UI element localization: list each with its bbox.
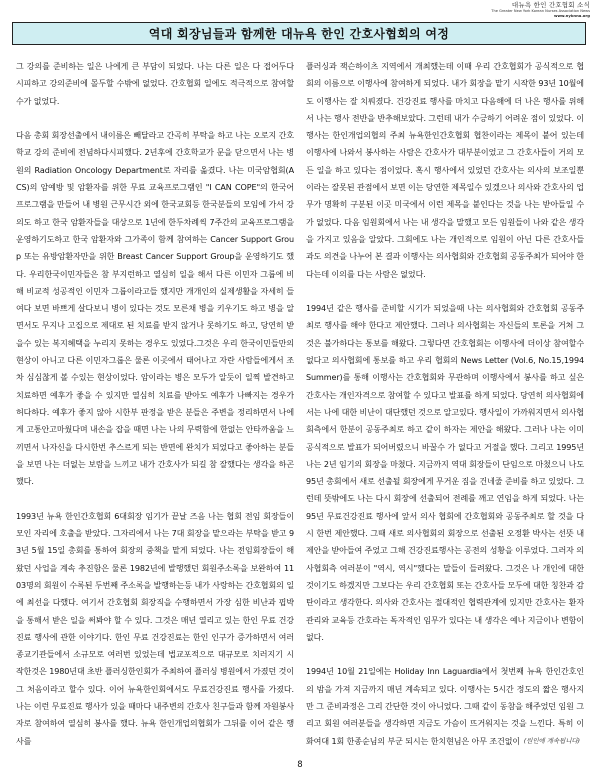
paragraph bbox=[306, 663, 584, 749]
left-column bbox=[16, 58, 294, 770]
paragraph: 다음 총회 회장선출에서 내이름은 빼달라고 간곡히 부탁을 하고 나는 오로지 간호학교 강의 준비에 전념하다시피했다. 2년후에 간호학교가 문을 닫으면서 나는 병원의 Radiation Oncology Department로 자리를 옮겼다. 나는 미국암협회(ACS)의 암예방 및 암환자를 위한 무료 교육프로그램인 "I CAN COPE"의 한국어 프로그램을 만들어 내 병원 근무시간 외에 한국교회등 한국분들의 모임에 가서 강의도 하고 한국 암환자들을 대상으로 1년에 한두차례씩 7주간의 교육프로그램을 운영하기도하고 한국 암환자와 그가족이 함께 참여하는 Cancer Support Group 또는 유방암환자만을 위한 Breast Cancer Support Group을 운영하기도 했다. 우리한국이민자들은 참 부지런하고 열심히 일을 해서 다른 이민자 그룹에 비해 비교적 성공적인 이민자 그룹이라고들 했지만 개개인의 실제생활을 자세히 들여다 보면 바쁘게 살다보니 병이 있다는 것도 모른채 병을 키우기도 하고 병을 알면서도 무지나 고집으로 제대로 된 치료를 받지 않거나 못하기도 하고, 당연히 받을수 있는 복지혜택을 누리지 못하는 경우도 있었다.그것은 우리 한국이민들만의 현상이 아니고 다른 이민자그룹은 물론 이곳에서 태어나고 자란 사람들에게서 조차 심심찮게 볼 수있는 현상이었다. 암이라는 병은 모두가 알듯이 일찍 발견하고 치료하면 예후가 좋을 수 있지만 열심히 치료를 받아도 예후가 나빠지는 경우가 허다하다. 예후가 좋지 않아 시한부 판정을 받은 분들은 주변을 정리하면서 나에게 고통안고마웠다며 내손을 잡을 때면 나는 나의 무력함에 한없는 안타까움을 느끼면서 나자신을 다시한번 추스르게 되는 반면에 완치가 되었다고 좋아하는 분들을 보면 나는 더없는 보람을 느끼고 내가 간호사가 되길 참 잘했다는 생각을 하곤했다. bbox=[16, 131, 294, 487]
paragraph: 1993년 뉴욕 한인간호협회 6대회장 임기가 끝날 즈음 나는 협회 전임 회장들이 모인 자리에 호출을 받았다. 그자리에서 나는 7대 회장을 맡으라는 부탁을 받고 93년 5월 15일 총회를 통하여 회장의 중책을 맡게 되었다. 나는 전임회장들이 해왔던 사업을 계속 추진함은 물론 1982년에 발행했던 회원주소록을 보완하여 1103명의 회원이 수록된 두번째 주소록을 발행하는등 내가 사랑하는 간호협회의 일에 최선을 다했다. 여기서 간호협회 회장직을 수행하면서 가장 심한 비난과 핍박을 통해서 받은 일을 써봐야 할 수 있다. 그것은 매년 열리고 있는 한인 무료 건강진료 행사에 관한 이야기다. 한인 무료 건강진료는 한인 인구가 증가하면서 여러 종교기관들에서 소규모로 여러번 있었는데 법교포적으로 대규모로 치러지기 시작한것은 1980년대 초반 플러싱한인회가 주최하여 플러싱 병원에서 가졌던 것이 그 처음이라고 할수 있다. 이어 뉴욕한인회에서도 무료건강진료 행사를 가졌다. 나는 이런 무료진료 행사가 있을 때마다 내주변의 간호사 친구들과 함께 자원봉사자로 참여하여 열심히 봉사를 했다. 뉴욕 한인개업의협회가 그뒤를 이어 같은 행사를 bbox=[16, 511, 294, 746]
masthead-title: 대뉴욕 한인 간호협회 소식 bbox=[511, 1, 590, 9]
paragraph-text: 1994년 10월 21일에는 Holiday Inn Laguardia에서 첫번째 뉴욕 한인간호인의 밤을 가져 지금까지 매년 계속되고 있다. 이행사는 5시간 정도의 짧은 행사지만 그 준비과정은 그리 간단한 것이 아니었다. 그때 같이 동참을 해주었던 임원 그리고 회원 여러분들을 생각하면 지금도 가슴이 뜨거워지는 것을 느낀다. 특히 이화여대 1회 한종순님의 부군 되시는 한치현님은 아무 조건없이 bbox=[306, 667, 584, 746]
page-number: 8 bbox=[297, 760, 303, 770]
article-title: 역대 회장님들과 함께한 대뉴욕 한인 간호사협회의 여정 bbox=[148, 27, 450, 41]
paragraph: 그 강의를 준비하는 일은 나에게 큰 부담이 되었다. 나는 다른 일은 다 접어두다 시피하고 강의준비에 몰두할 수밖에 없었다. 간호협회 일에도 적극적으로 참여할 수가 없었다. bbox=[16, 62, 294, 106]
paragraph: 플러싱과 잭슨하이츠 지역에서 개최했는데 이때 우리 간호협회가 공식적으로 협회의 이름으로 이행사에 참여하게 되었다. 내가 회장을 맡기 시작한 93년 10월에도 이행사는 잘 치뤄졌다. 건강진료 행사를 마치고 다음해에 더 나은 행사를 위해서 나는 행사 전반을 반추해보았다. 그런데 내가 수긍하기 어려운 점이 있었다. 이행사는 한인개업의협의 주최 뉴욕한인간호협회 협찬이라는 제목이 붙어 있는데 이행사에 나와서 봉사하는 사람은 간호사가 대부분이었고 그 간호사들이 거의 모든 일을 하고 있다는 점이었다. 혹시 행사에서 있었던 간호사는 의사의 보조일뿐이라는 잘못된 관점에서 보면 이는 당연한 제목일수 있겠으나 의사와 간호사의 업무가 명확히 구분된 이곳 미국에서 이런 제목을 붙인다는 것을 나는 받아들일 수가 없었다. 다음 임원회에서 나는 내 생각을 말했고 모든 임원들이 나와 같은 생각을 가지고 있음을 알았다. 그회에도 나는 개인적으로 임원이 아닌 다른 간호사들과도 의견을 나누어 본 결과 이행사는 의사협회와 간호협회 공동주최가 되어야 한다는데 이의를 다는 사람은 없었다. bbox=[306, 62, 584, 279]
paragraph: 1994년 같은 행사를 준비할 시기가 되었을때 나는 의사협회와 간호협회 공동주최로 행사를 해야 한다고 제안했다. 그러나 의사협회는 자신들의 토론을 거쳐 그것은 불가하다는 통보를 해왔다. 그렇다면 간호협회는 이행사에 더이상 참여할수 없다고 의사협회에 통보를 하고 우리 협회의 News Letter (Vol.6, No.15,1994 Summer)를 통해 이행사는 간호협회와 무관하며 이행사에서 봉사를 하고 싶은 간호사는 개인자격으로 참여할 수 있다고 발표를 하게 되었다. 당연히 의사협회에서는 나에 대한 비난이 대단했던 것으로 알고있다. 행사일이 가까워지면서 의사협회측에서 한분이 공동주최로 하고 같이 하자는 제안을 해왔다. 그러나 나는 이미 공식적으로 발표가 되어버렸으니 바꿀수 가 없다고 거절을 했다. 그리고 1995년 나는 2년 임기의 회장을 마쳤다. 지금까지 역대 회장들이 단임으로 마쳤으니 나도 95년 총회에서 새로 선출될 회장에게 무거운 짐을 건네줄 준비를 하고 있었다. 그런데 뜻밖에도 나는 다시 회장에 선출되어 전례를 깨고 연임을 하게 되었다. 나는 95년 무료건강진료 행사에 앞서 의사 협회에 간호협회와 공동주최로 할 것을 다시 한번 제안했다. 그때 새로 의사협회의 회장으로 선출된 오정환 박사는 선뜻 내 제안을 받아들여 주었고 그해 건강진료행사는 공전의 성황을 이루었다. 그러자 의사협회측 여러분이 "역시, 역시"했다는 말들이 들려왔다. 그것은 나 개인에 대한 것이기도 하겠지만 그보다는 우리 간호협회 또는 간호사들 모두에 대한 칭찬과 감탄이라고 생각한다. 의사와 간호사는 절대적인 협력관계에 있지만 간호사는 환자 관리와 교육등 간호라는 독자적인 임무가 있다는 내 생각은 예나 지금이나 변함이 없다. bbox=[306, 304, 584, 642]
right-column bbox=[306, 58, 584, 770]
masthead-subtitle: The Greater New York Korean Nurses Association News bbox=[491, 8, 590, 13]
article-title-bar bbox=[12, 22, 586, 45]
masthead-url: www.nyknna.org bbox=[553, 13, 590, 19]
masthead bbox=[491, 2, 590, 18]
continued-note: (원인에 계속됩니다) bbox=[523, 736, 580, 745]
